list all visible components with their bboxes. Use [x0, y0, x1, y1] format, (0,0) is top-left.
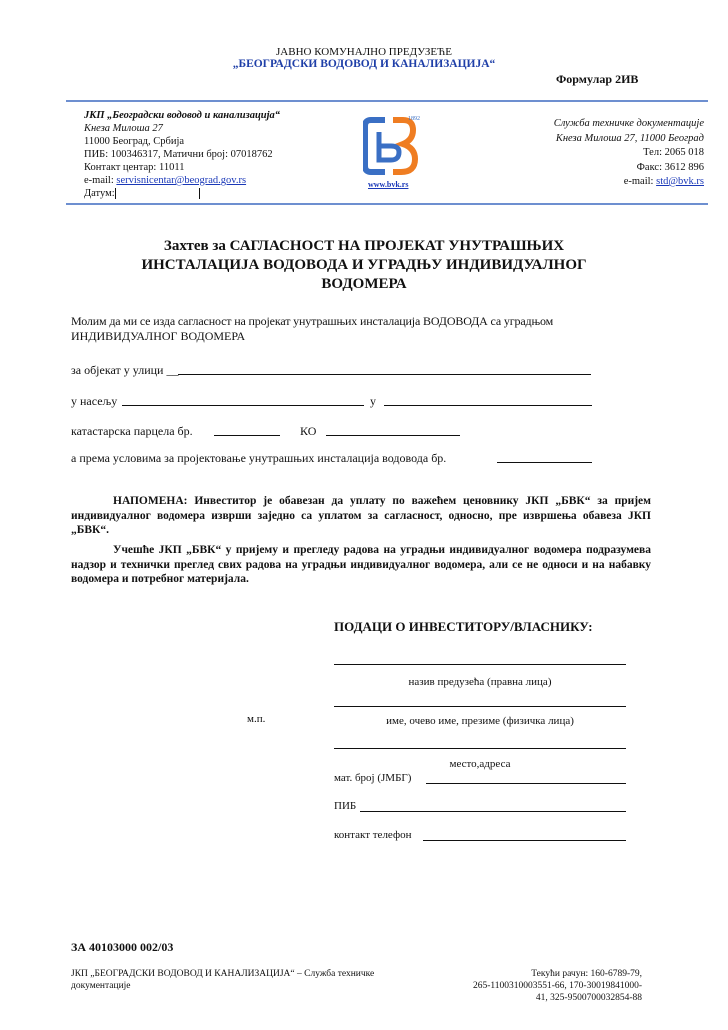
service-email-link[interactable]: std@bvk.rs: [656, 176, 704, 187]
conditions-label: а према условима за пројектовање унутрашњих инсталација водовода бр.: [71, 451, 447, 465]
settlement-label: у насељу: [71, 394, 118, 408]
footer-left: [71, 968, 374, 992]
footer-left-line2: документације: [71, 981, 131, 991]
email-label: e-mail:: [84, 175, 117, 186]
ko-label: КО: [300, 424, 317, 438]
address-field[interactable]: [334, 748, 626, 749]
company-caption: назив предузећа (правна лица): [408, 676, 552, 688]
service-tel: Тел: 2065 018: [643, 147, 704, 158]
document-code: ЗА 40103000 002/03: [71, 940, 174, 954]
service-fax: Факс: 3612 896: [636, 161, 704, 173]
service-address: Кнеза Милоша 27, 11000 Београд: [555, 132, 704, 144]
bvk-logo: [363, 116, 419, 178]
street-label: за објекат у улици __: [71, 363, 179, 377]
note-paragraph2: Учешће ЈКП „БВК“ у пријему и прегледу радова на уградњи индивидуалног водомера подразумева надзор и технички преглед свих радова на уградњи индивидуалног водомера, али се не односи и на набавку водомера и потребног материјала.: [71, 544, 651, 585]
settlement-field[interactable]: [122, 405, 364, 406]
stamp-label: м.п.: [247, 713, 266, 725]
logo-url-link[interactable]: www.bvk.rs: [368, 180, 409, 189]
footer-right-line3: 41, 325-9500700032854-88: [535, 993, 642, 1003]
id-label: мат. број (ЈМБГ): [334, 772, 412, 784]
phone-label: контакт телефон: [334, 829, 412, 841]
pib-field[interactable]: [360, 811, 626, 812]
page-title: [0, 237, 728, 294]
contact-center: Контакт центар: 11011: [84, 162, 185, 173]
header-right-block: [554, 117, 704, 190]
company-name-field[interactable]: [334, 664, 626, 665]
email-row: [84, 174, 280, 187]
person-caption: име, очево име, презиме (физичка лица): [386, 715, 574, 727]
note-paragraph1: НАПОМЕНА: Инвеститор је обавезан да уплату по важећем ценовнику ЈКП „БВК“ за пријем индивидуалног водомера изврши заједно са уплатом за сагласност, односно, пре извршења обавеза ЈКП „БВК“.: [71, 495, 651, 536]
phone-field[interactable]: [423, 840, 626, 841]
title-line2: ИНСТАЛАЦИЈА ВОДОВОДА И УГРАДЊУ ИНДИВИДУАЛНОГ: [141, 257, 587, 273]
street-field[interactable]: [178, 374, 591, 375]
company-city: 11000 Београд, Србија: [84, 136, 185, 147]
conditions-field[interactable]: [497, 462, 592, 463]
email-link[interactable]: servisnicentar@beograd.gov.rs: [116, 175, 247, 186]
footer-left-line1: ЈКП „БЕОГРАДСКИ ВОДОВОД И КАНАЛИЗАЦИЈА“ – Служба техничке: [71, 969, 375, 979]
form-label: Формулар 2ИВ: [556, 72, 639, 86]
bvk-logo-icon: [363, 116, 419, 178]
parcel-field[interactable]: [214, 435, 280, 436]
service-email-label: e-mail:: [623, 176, 657, 187]
header-top-divider: [66, 100, 708, 102]
title-line3: ВОДОМЕРА: [321, 276, 407, 292]
footer-right-line2: 265-1100310003551-66, 170-30019841000-: [472, 981, 642, 991]
date-field[interactable]: [115, 188, 200, 199]
company-ids: ПИБ: 100346317, Матични број: 07018762: [84, 149, 273, 160]
header-bottom-divider: [66, 203, 708, 205]
service-email-row: [554, 175, 704, 190]
footer-right: [473, 968, 642, 1004]
in-label: у: [370, 394, 376, 408]
title-line1: Захтев за САГЛАСНОСТ НА ПРОЈЕКАТ УНУТРАШЊИХ: [163, 238, 565, 254]
org-name-line2: „БЕОГРАДСКИ ВОДОВОД И КАНАЛИЗАЦИЈА“: [232, 58, 496, 70]
request-intro-line1: Молим да ми се изда сагласност на пројекат унутрашњих инсталација ВОДОВОДА са уградњом: [71, 314, 554, 328]
ko-field[interactable]: [326, 435, 460, 436]
org-name-line1: ЈАВНО КОМУНАЛНО ПРЕДУЗЕЋЕ: [276, 46, 452, 58]
address-caption: место,адреса: [449, 758, 511, 770]
company-street: Кнеза Милоша 27: [84, 123, 163, 134]
in-field[interactable]: [384, 405, 592, 406]
company-name: ЈКП „Београдски водовод и канализација“: [84, 110, 281, 121]
parcel-label: катастарска парцела бр.: [71, 424, 193, 438]
request-intro-line2: ИНДИВИДУАЛНОГ ВОДОМЕРА: [71, 329, 246, 343]
id-field[interactable]: [426, 783, 626, 784]
header-left-block: [84, 109, 280, 200]
person-name-field[interactable]: [334, 706, 626, 707]
logo-year: 1892: [408, 116, 420, 122]
service-name: Служба техничке документације: [553, 118, 704, 129]
date-label: Датум:: [84, 188, 115, 199]
investor-heading: ПОДАЦИ О ИНВЕСТИТОРУ/ВЛАСНИКУ:: [334, 619, 593, 634]
pib-label: ПИБ: [334, 800, 357, 812]
footer-right-line1: Текући рачун: 160-6789-79,: [531, 969, 642, 979]
date-row: [84, 187, 280, 200]
